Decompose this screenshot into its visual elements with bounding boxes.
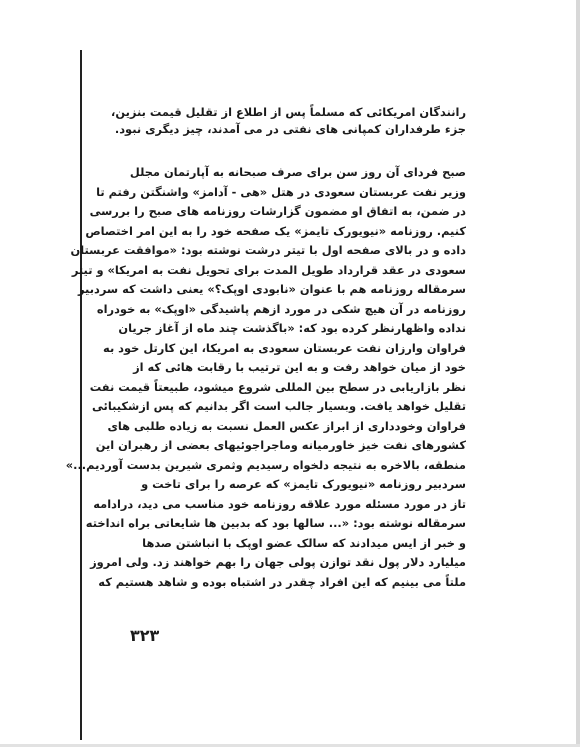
text-line: رانندگان امریکائی که مسلماً پس از اطلاع از تقلیل قیمت بنزین، xyxy=(111,105,466,119)
text-line: فراوان وارزان نفت عربستان سعودی به امریکا، این کارتل خود به xyxy=(103,340,466,355)
text-line: کنیم. روزنامه «نیویورک تایمز» یک صفحه خود را به این امر اختصاص xyxy=(85,223,466,238)
text-line: تاز در مورد مسئله مورد علاقه روزنامه خود مناسب می دید، درادامه xyxy=(93,496,466,511)
text-line: داده و در بالای صفحه اول با تیتر درشت نوشته بود: «موافقت عربستان xyxy=(70,243,466,257)
body-paragraphs xyxy=(65,163,466,592)
text-line: کشورهای نفت خیز خاورمیانه وماجراجوئیهای بعضی از رهبران این xyxy=(95,438,466,452)
text-line: در ضمن، به اتفاق او مضمون گزارشات روزنامه های صبح را بررسی xyxy=(89,204,466,218)
page-edge-right xyxy=(576,0,580,747)
text-line: نظر بازاریابی در سطح بین المللی شروع میشود، طبیعتاً قیمت نفت xyxy=(89,379,466,394)
text-line: سعودی در عقد قرارداد طویل المدت برای تحویل نفت به امریکا» و تیتر xyxy=(71,262,466,277)
page-number: ۳۲۳ xyxy=(130,626,160,645)
text-line: فراوان وخودداری از ابراز عکس العمل نسبت به زیاده طلبی های xyxy=(107,418,466,433)
text-line: و خبر از ایس میدادند که سالک عضو اوپک با انباشتن صدها xyxy=(142,535,466,550)
text-line: ملتاً می بینیم که این افراد چقدر در اشتباه بوده و شاهد هستیم که xyxy=(98,574,466,589)
text-line: خود از میان خواهد رفت و به این ترتیب با رقابت هائی که از xyxy=(133,360,466,374)
intro-paragraph xyxy=(111,104,466,138)
text-line: سردبیر روزنامه «نیویورک تایمز» که عرصه را برای تاخت و xyxy=(141,477,466,491)
text-line: جزء طرفداران کمپانی های نفتی در می آمدند، چیز دیگری نبود. xyxy=(114,122,466,136)
text-line: روزنامه در آن هیچ شکی در مورد ازهم پاشیدگی «اوپک» به خودراه xyxy=(96,301,466,316)
text-line: وزیر نفت عربستان سعودی در هتل «هی - آدامز» واشنگتن رفتم تا xyxy=(96,184,466,199)
text-line: نداده واظهارنظر کرده بود که: «باگذشت چند ماه از آغاز جریان xyxy=(118,321,466,335)
text-line: تقلیل خواهد یافت. وبسیار جالب است اگر بدانیم که پس ازشکیبائی xyxy=(92,399,466,413)
text-line: سرمقاله روزنامه هم با عنوان «نابودی اوپک؟» یعنی داشت که سردبیر xyxy=(77,282,466,296)
text-line: صبح فردای آن روز سن برای صرف صبحانه به آپارتمان مجلل xyxy=(129,165,466,179)
binding-margin-line xyxy=(80,50,82,740)
text-line: سرمقاله نوشته بود: «... سالها بود که بدبین ها شایعاتی براه انداخته xyxy=(85,516,466,530)
text-line: میلیارد دلار پول نقد توازن پولی جهان را بهم خواهند زد. ولی امروز xyxy=(90,555,466,569)
text-line: منطقه، بالاخره به نتیجه دلخواه رسیدیم وثمری شیرین بدست آوردیم...» xyxy=(65,457,466,472)
